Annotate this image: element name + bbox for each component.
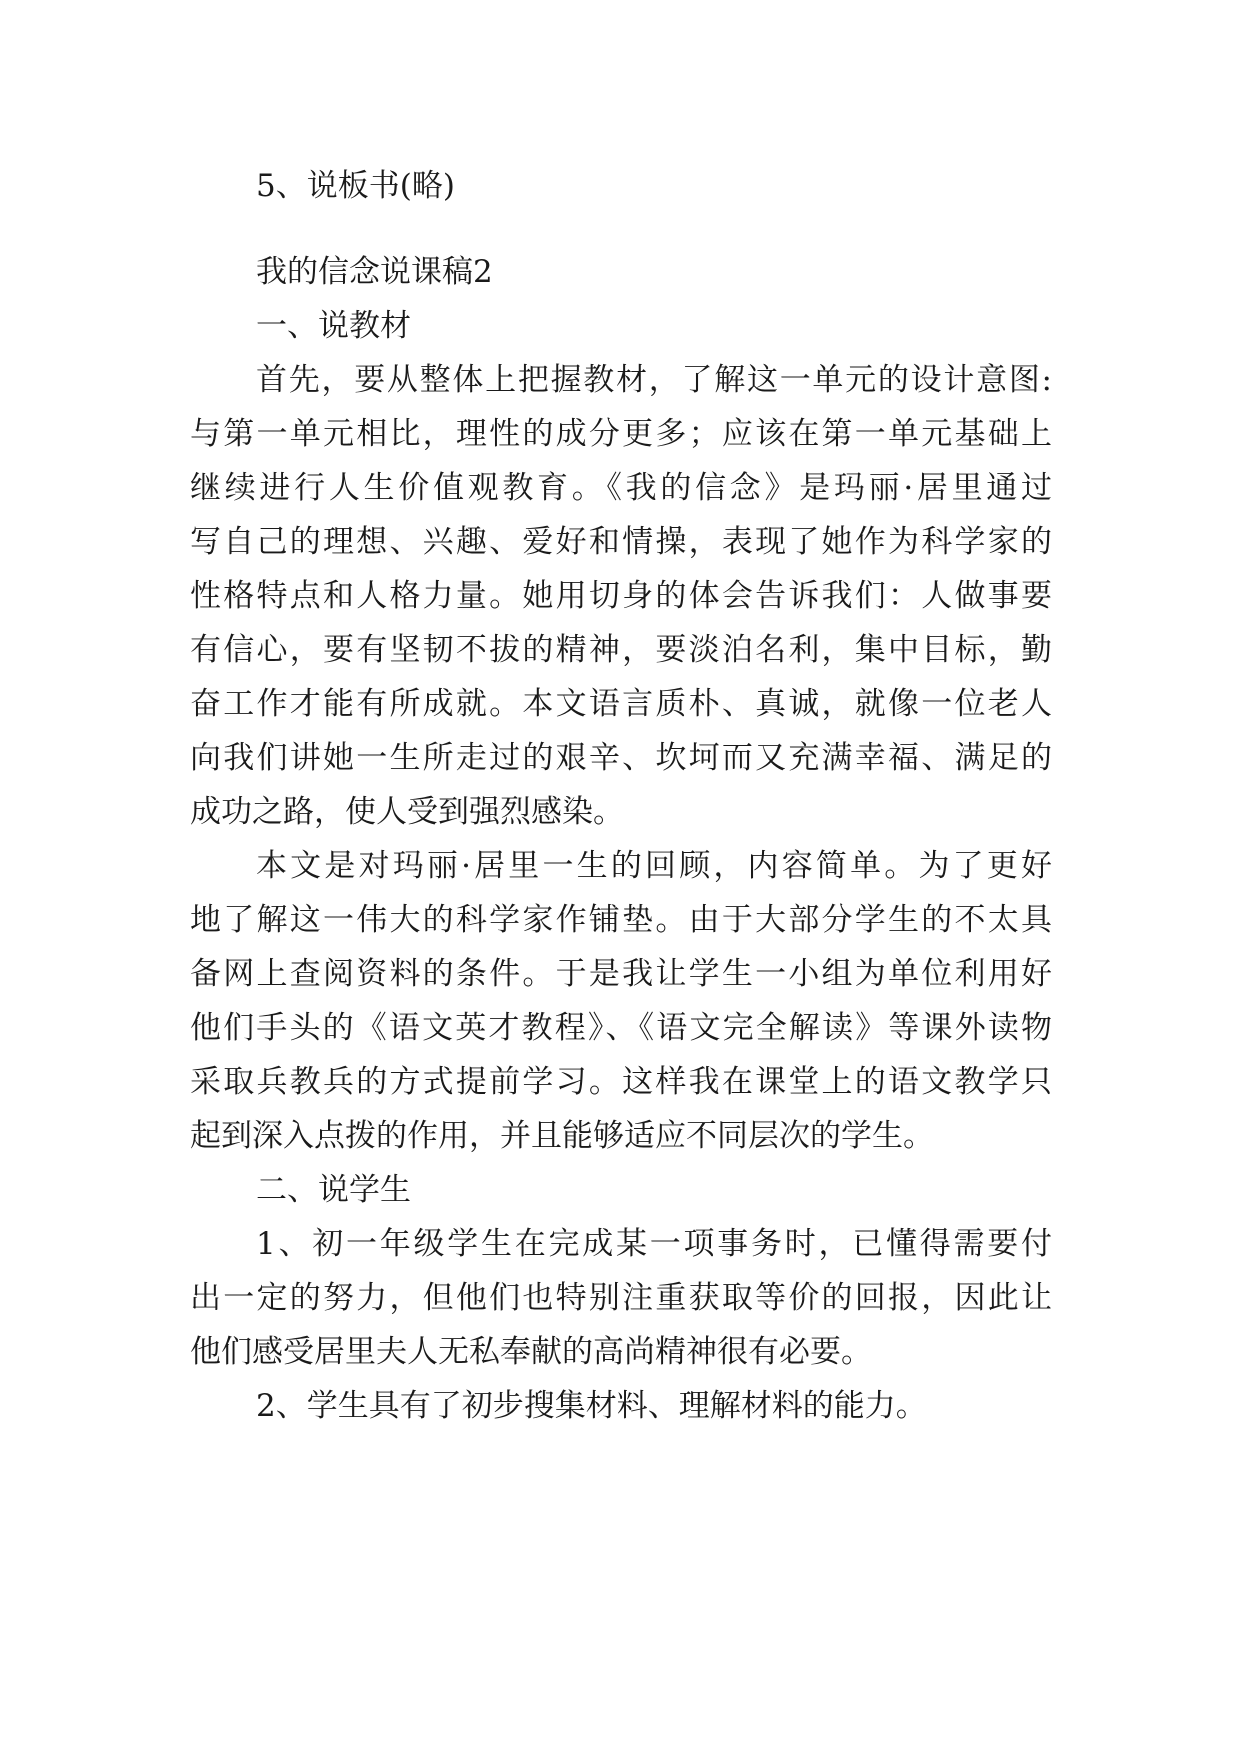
paragraph-line: 成功之路，使人受到强烈感染。 [190, 794, 624, 830]
paragraph-line: 写自己的理想、兴趣、爱好和情操，表现了她作为科学家的 [190, 524, 1052, 560]
section-heading-textbook: 一、说教材 [256, 308, 411, 344]
paragraph-line: 他们感受居里夫人无私奉献的高尚精神很有必要。 [190, 1334, 872, 1370]
paragraph-line: 起到深入点拨的作用，并且能够适应不同层次的学生。 [190, 1118, 934, 1154]
paragraph-line: 首先，要从整体上把握教材，了解这一单元的设计意图: [256, 362, 1052, 398]
paragraph-line: 向我们讲她一生所走过的艰辛、坎坷而又充满幸福、满足的 [190, 740, 1052, 776]
paragraph-line: 2、学生具有了初步搜集材料、理解材料的能力。 [256, 1388, 927, 1424]
paragraph-line: 性格特点和人格力量。她用切身的体会告诉我们：人做事要 [190, 578, 1052, 614]
paragraph-line: 1、初一年级学生在完成某一项事务时，已懂得需要付 [256, 1226, 1052, 1262]
paragraph-line: 备网上查阅资料的条件。于是我让学生一小组为单位利用好 [190, 956, 1052, 992]
paragraph-line: 奋工作才能有所成就。本文语言质朴、真诚，就像一位老人 [190, 686, 1052, 722]
document-title: 我的信念说课稿2 [256, 254, 493, 290]
paragraph-line: 出一定的努力，但他们也特别注重获取等价的回报，因此让 [190, 1280, 1052, 1316]
board-writing-item: 5、说板书(略) [256, 168, 455, 204]
paragraph-line: 地了解这一伟大的科学家作铺垫。由于大部分学生的不太具 [190, 902, 1052, 938]
paragraph-line: 本文是对玛丽·居里一生的回顾，内容简单。为了更好 [256, 848, 1052, 884]
paragraph-line: 他们手头的《语文英才教程》、《语文完全解读》等课外读物 [190, 1010, 1052, 1046]
paragraph-line: 继续进行人生价值观教育。《我的信念》是玛丽·居里通过 [190, 470, 1052, 506]
section-heading-students: 二、说学生 [256, 1172, 411, 1208]
paragraph-line: 有信心，要有坚韧不拔的精神，要淡泊名利，集中目标，勤 [190, 632, 1052, 668]
paragraph-line: 与第一单元相比，理性的成分更多；应该在第一单元基础上 [190, 416, 1052, 452]
paragraph-line: 采取兵教兵的方式提前学习。这样我在课堂上的语文教学只 [190, 1064, 1052, 1100]
